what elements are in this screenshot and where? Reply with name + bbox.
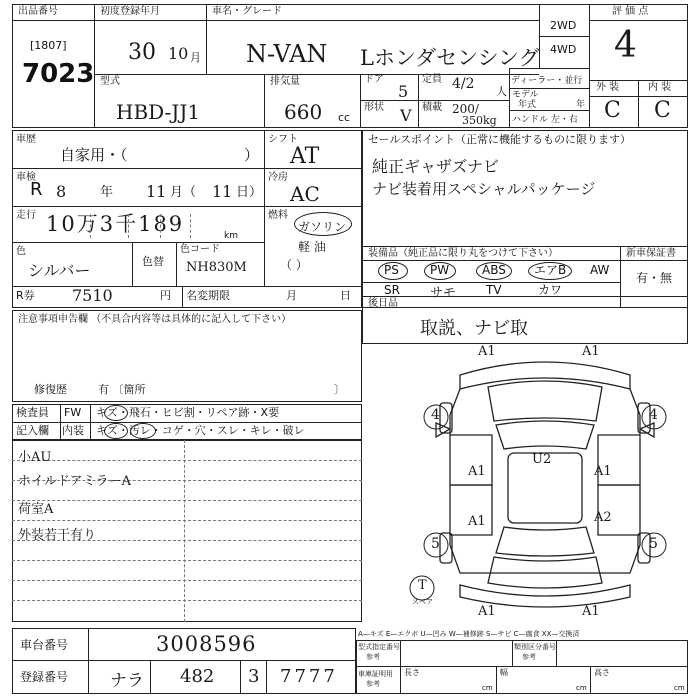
inspection-day-unit: 日） xyxy=(236,185,263,200)
color-label: 色 xyxy=(16,246,26,257)
attachments-value: 取説、ナビ取 xyxy=(420,318,528,339)
inspection-label: 車検 xyxy=(16,172,36,183)
name-change-month: 月 xyxy=(286,289,297,302)
shift-value: AT xyxy=(290,144,320,169)
damage-legend: A—キズ E—エクボ U—凹み W—補修跡 S—サビ C—腐食 XX—交換済 xyxy=(358,630,580,638)
category-sub: 参考 xyxy=(522,653,536,661)
model-year-unit: 年 xyxy=(576,100,586,110)
interior-value: C xyxy=(654,98,671,123)
model-year-label-1: モデル xyxy=(512,90,539,100)
repair-value: 有 〔箇所 xyxy=(98,383,146,396)
mark-right-mirror: 4 xyxy=(649,407,658,423)
name-change-label: 名変期限 xyxy=(186,289,230,302)
equip-abs: ABS xyxy=(482,263,506,277)
warranty-value: 有・無 xyxy=(636,271,673,285)
interior-label: 内 装 xyxy=(648,82,672,93)
inspection-era: R xyxy=(30,179,43,200)
fuel-gasoline: ガソリン xyxy=(298,220,347,234)
inspector-label-1: 検査員 xyxy=(16,406,49,419)
mark-spare: T xyxy=(418,578,427,593)
mark-left-rear-door: A1 xyxy=(468,514,486,529)
mileage-value: 10万3千189 xyxy=(46,212,185,236)
engine-unit: cc xyxy=(338,111,351,124)
model-year-label-2: 年式 xyxy=(518,100,537,110)
drive-2wd: 2WD xyxy=(550,19,577,32)
load-label: 積載 xyxy=(422,102,442,113)
engine-value: 660 xyxy=(284,100,323,124)
color-code-label: 色コード xyxy=(180,244,220,255)
equip-navi: サモ xyxy=(430,286,457,301)
inspection-month-unit: 月（ xyxy=(170,185,197,200)
equip-leather: カワ xyxy=(538,283,563,297)
doors-label: ドア xyxy=(364,74,384,85)
score-value: 4 xyxy=(614,25,637,66)
mileage-label: 走行 xyxy=(16,210,36,221)
chassis-label: 車台番号 xyxy=(20,638,69,652)
inspector-fw-label: FW xyxy=(64,406,82,419)
inspection-day: 11 xyxy=(212,182,233,201)
remark-3: 荷室A xyxy=(18,502,54,517)
category-label: 類別区分番号 xyxy=(514,643,556,651)
mileage-unit: km xyxy=(224,231,238,241)
width-cm: cm xyxy=(576,684,587,692)
mark-roof: U2 xyxy=(532,452,552,467)
chassis-value: 3008596 xyxy=(156,632,257,656)
auction-code: [1807] xyxy=(30,39,67,52)
handle-label: ハンドル 左・右 xyxy=(512,115,578,125)
inspector-label-2: 記入欄 xyxy=(16,424,49,437)
shape-label: 形状 xyxy=(364,102,384,113)
width-label: 幅 xyxy=(500,668,508,677)
car-grade: Lホンダセンシング xyxy=(360,46,540,70)
plate-label: 登録番号 xyxy=(20,670,69,684)
inspector-fw-items: キズ・飛石・ヒビ割・リペア跡・X要 xyxy=(96,406,280,419)
plate-number: 7777 xyxy=(280,666,338,687)
height-cm: cm xyxy=(674,684,685,692)
spare-label: スペア xyxy=(412,598,433,606)
attachments-label: 後日品 xyxy=(368,298,398,309)
warranty-label: 新車保証書 xyxy=(626,248,676,259)
car-name-label: 車名・グレード xyxy=(212,6,282,17)
cert-label: 車庫証明用 xyxy=(358,670,393,678)
remark-4: 外装若干有り xyxy=(18,528,97,543)
sales-points-line-2: ナビ装着用スペシャルパッケージ xyxy=(372,180,596,198)
sales-points-label: セールスポイント（正常に機能するものに限ります） xyxy=(368,133,632,146)
recycle-value: 7510 xyxy=(72,286,113,305)
capacity-unit: 人 xyxy=(496,85,507,98)
equip-aw: AW xyxy=(590,263,610,277)
recycle-label: R券 xyxy=(16,289,35,302)
registration-month-unit: 月 xyxy=(190,51,201,64)
history-value: 自家用・（ xyxy=(60,146,128,164)
color-code: NH830M xyxy=(186,260,247,275)
history-close: ） xyxy=(244,146,260,164)
equipment-label: 装備品（純正品に限り丸をつけて下さい） xyxy=(368,248,558,259)
exterior-value: C xyxy=(604,98,621,123)
mark-right-door: A1 xyxy=(594,464,612,479)
name-change-day: 日 xyxy=(340,289,351,302)
cert-sub: 参考 xyxy=(366,680,380,688)
lot-label: 出品番号 xyxy=(18,6,58,17)
inspection-year: 8 xyxy=(56,182,67,201)
inspection-year-unit: 年 xyxy=(100,185,114,200)
repair-label: 修復歴 xyxy=(34,383,67,396)
equip-tv: TV xyxy=(486,283,502,297)
model-value: HBD-JJ1 xyxy=(116,100,201,124)
color-value: シルバー xyxy=(28,261,91,280)
mark-front-right: A1 xyxy=(582,344,600,359)
registration-month: 10 xyxy=(168,44,189,63)
score-label: 評 価 点 xyxy=(612,6,649,17)
plate-region: ナラ xyxy=(110,671,144,691)
mark-left-door: A1 xyxy=(468,464,486,479)
shape-value: V xyxy=(400,106,412,125)
doors-value: 5 xyxy=(398,82,409,101)
capacity-value: 4/2 xyxy=(452,76,475,92)
designated-sub: 参考 xyxy=(366,653,380,661)
dealer-label: ディーラー・並行 xyxy=(511,76,583,86)
lot-number: 7023 xyxy=(22,59,95,89)
mark-left-mirror: 4 xyxy=(431,407,440,423)
length-cm: cm xyxy=(482,684,493,692)
mark-rear-left: A1 xyxy=(478,604,496,619)
height-label: 高さ xyxy=(594,668,610,677)
fuel-label: 燃料 xyxy=(268,210,288,221)
car-diagram xyxy=(400,345,690,615)
equip-airbag: エアB xyxy=(534,263,567,277)
recycle-unit: 円 xyxy=(160,289,171,302)
car-name: N-VAN xyxy=(246,40,328,68)
registration-label: 初度登録年月 xyxy=(100,6,160,17)
inspector-int-items: キズ・汚レ・コゲ・穴・スレ・キレ・破レ xyxy=(96,424,305,437)
model-label: 型式 xyxy=(100,76,120,87)
fuel-diesel: 軽 油 xyxy=(298,240,326,254)
mark-right-rear-door: A2 xyxy=(594,510,612,525)
fuel-gasoline-circle xyxy=(294,212,352,236)
plate-kana: 3 xyxy=(248,666,260,687)
mark-left-wheel: 5 xyxy=(431,536,440,552)
sales-points-line-1: 純正ギャザズナビ xyxy=(372,157,500,176)
mark-right-wheel: 5 xyxy=(649,536,658,552)
engine-label: 排気量 xyxy=(270,76,300,87)
registration-year: 30 xyxy=(128,40,156,65)
inspector-int-label: 内装 xyxy=(62,424,84,437)
equip-pw: PW xyxy=(430,263,450,277)
remark-1: 小AU xyxy=(18,450,52,465)
remark-2: ホイルドアミラーA xyxy=(18,474,131,489)
fuel-other: （ ） xyxy=(280,258,308,272)
exterior-label: 外 装 xyxy=(596,82,620,93)
equip-ps: PS xyxy=(384,263,399,277)
repair-close: 〕 xyxy=(334,383,345,396)
load-value-1: 200/ xyxy=(452,102,479,116)
ac-value: AC xyxy=(290,182,320,206)
length-label: 長さ xyxy=(404,668,420,677)
shift-label: シフト xyxy=(268,134,298,145)
inspection-month: 11 xyxy=(146,182,167,201)
color-change-label: 色替 xyxy=(142,255,164,268)
ac-label: 冷房 xyxy=(268,172,288,183)
mark-front-left: A1 xyxy=(478,344,496,359)
capacity-label: 定員 xyxy=(422,74,442,85)
equip-sr: SR xyxy=(384,283,400,297)
designated-label: 型式指定番号 xyxy=(358,643,400,651)
load-value-2: 350kg xyxy=(462,114,497,127)
drive-4wd: 4WD xyxy=(550,43,577,56)
mark-rear-right: A1 xyxy=(582,604,600,619)
notes-label: 注意事項申告欄 （不具合内容等は具体的に記入して下さい） xyxy=(18,314,292,325)
plate-class: 482 xyxy=(180,666,215,687)
history-label: 車歴 xyxy=(16,134,36,145)
